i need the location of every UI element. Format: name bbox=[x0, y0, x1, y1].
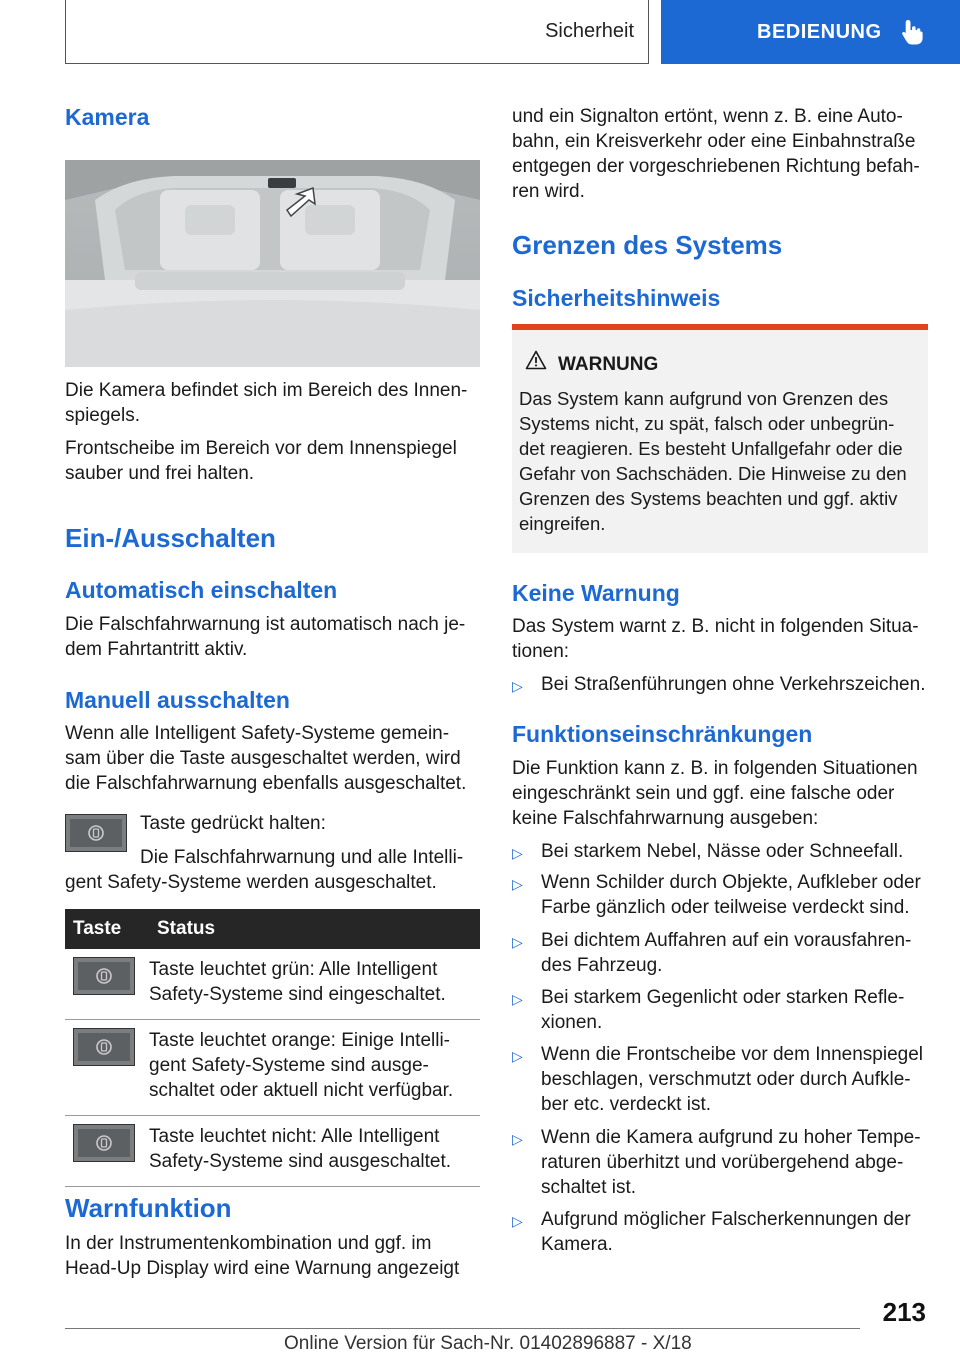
text-line: die Falschfahrwarnung ebenfalls ausgeschaltet. bbox=[65, 773, 467, 794]
warnfunktion-paragraph bbox=[65, 1231, 485, 1281]
list-item bbox=[512, 1207, 932, 1257]
text-line: Wenn die Kamera aufgrund zu hoher Tempe- bbox=[541, 1127, 921, 1148]
list-item bbox=[512, 1125, 932, 1200]
text-line: Wenn alle Intelligent Safety-Systeme gemein- bbox=[65, 723, 450, 744]
taste-text-2: Die Falschfahrwarnung und alle Intelli- bbox=[140, 847, 464, 868]
text-line: det reagieren. Es besteht Unfallgefahr oder die bbox=[519, 438, 903, 459]
text-line: beschlagen, verschmutzt oder durch Aufkle- bbox=[541, 1069, 911, 1090]
bullet-triangle-icon: ▷ bbox=[512, 845, 523, 861]
text-line: gent Safety-Systeme sind ausge- bbox=[149, 1055, 429, 1076]
column-header-status: Status bbox=[149, 909, 480, 949]
kamera-heading: Kamera bbox=[65, 104, 150, 130]
tab-label: BEDIENUNG bbox=[757, 20, 882, 43]
page-number: 213 bbox=[882, 1297, 926, 1327]
text-line: keine Falschfahrwarnung ausgeben: bbox=[512, 808, 819, 829]
taste-text-3: gent Safety-Systeme werden ausgeschaltet. bbox=[65, 872, 437, 893]
text-line: Taste leuchtet grün: Alle Intelligent bbox=[149, 959, 438, 980]
text-line: Bei dichtem Auffahren auf ein vorausfahren- bbox=[541, 930, 912, 951]
footer-text: Online Version für Sach-Nr. 01402896887 - X/18 bbox=[284, 1333, 692, 1354]
list-item-text bbox=[541, 870, 932, 920]
text-line: Frontscheibe im Bereich vor dem Innenspiegel bbox=[65, 438, 457, 459]
hand-pointer-icon bbox=[900, 18, 926, 46]
text-line: dem Fahrtantritt aktiv. bbox=[65, 639, 248, 660]
safety-symbol-icon bbox=[95, 967, 113, 985]
text-line: Farbe gänzlich oder teilweise verdeckt sind. bbox=[541, 897, 910, 918]
automatisch-heading: Automatisch einschalten bbox=[65, 577, 338, 603]
table-cell-icon bbox=[65, 1116, 149, 1187]
text-line: Safety-Systeme sind ausgeschaltet. bbox=[149, 1151, 452, 1172]
warnfunktion-heading: Warnfunktion bbox=[65, 1193, 232, 1223]
list-item-text bbox=[541, 985, 932, 1035]
text-line: Taste leuchtet nicht: Alle Intelligent bbox=[149, 1126, 440, 1147]
text-line: Gefahr von Sachschäden. Die Hinweise zu den bbox=[519, 463, 907, 484]
list-item-text bbox=[541, 839, 932, 864]
safety-symbol-icon bbox=[95, 1038, 113, 1056]
table-row bbox=[65, 949, 480, 1020]
table-cell-icon bbox=[65, 949, 149, 1020]
camera-photo bbox=[65, 160, 480, 367]
list-item bbox=[512, 985, 932, 1035]
text-line: ren wird. bbox=[512, 181, 585, 202]
car-interior-illustration bbox=[65, 160, 480, 367]
continued-paragraph bbox=[512, 104, 942, 204]
warning-box bbox=[512, 324, 928, 553]
list-item-text: Bei Straßenführungen ohne Verkehrszeichen. bbox=[541, 674, 926, 695]
text-line: bahn, ein Kreisverkehr oder eine Einbahnstraße bbox=[512, 131, 916, 152]
list-item-text bbox=[541, 928, 932, 978]
text-line: xionen. bbox=[541, 1012, 603, 1033]
bullet-triangle-icon: ▷ bbox=[512, 1048, 523, 1064]
keine-warnung-heading: Keine Warnung bbox=[512, 580, 680, 606]
automatisch-paragraph bbox=[65, 612, 485, 662]
text-line: Bei starkem Gegenlicht oder starken Refle- bbox=[541, 987, 905, 1008]
manuell-heading: Manuell ausschalten bbox=[65, 687, 290, 713]
text-line: Die Kamera befindet sich im Bereich des Innen- bbox=[65, 380, 468, 401]
bullet-triangle-icon: ▷ bbox=[512, 1131, 523, 1147]
table-row bbox=[65, 1116, 480, 1187]
text-line: ber etc. verdeckt ist. bbox=[541, 1094, 712, 1115]
text-line: schaltet ist. bbox=[541, 1177, 637, 1198]
text-line: Kamera. bbox=[541, 1234, 613, 1255]
header-tab[interactable] bbox=[661, 0, 960, 64]
safety-button-off-icon bbox=[73, 1124, 135, 1162]
text-line: Die Funktion kann z. B. in folgenden Situationen bbox=[512, 758, 918, 779]
taste-text-1: Taste gedrückt halten: bbox=[140, 813, 326, 834]
bullet-triangle-icon: ▷ bbox=[512, 934, 523, 950]
ein-ausschalten-heading: Ein-/Ausschalten bbox=[65, 523, 276, 553]
status-table bbox=[65, 909, 480, 1187]
warning-label: WARNUNG bbox=[558, 354, 659, 375]
text-line: sauber und frei halten. bbox=[65, 463, 255, 484]
footer-divider bbox=[65, 1328, 860, 1329]
text-line: und ein Signalton ertönt, wenn z. B. eine Auto- bbox=[512, 106, 903, 127]
table-row bbox=[65, 1020, 480, 1116]
text-line: In der Instrumentenkombination und ggf. im bbox=[65, 1233, 432, 1254]
safety-button-orange-icon bbox=[73, 1028, 135, 1066]
text-line: Grenzen des Systems beachten und ggf. aktiv bbox=[519, 488, 898, 509]
text-line: Die Falschfahrwarnung ist automatisch nach je- bbox=[65, 614, 466, 635]
text-line: Das System kann aufgrund von Grenzen des bbox=[519, 388, 889, 409]
bullet-triangle-icon: ▷ bbox=[512, 991, 523, 1007]
text-line: Wenn Schilder durch Objekte, Aufkleber oder bbox=[541, 872, 921, 893]
text-line: schaltet oder aktuell nicht verfügbar. bbox=[149, 1080, 454, 1101]
bullet-triangle-icon: ▷ bbox=[512, 678, 523, 694]
list-item-text bbox=[541, 1042, 932, 1117]
kamera-paragraph-2 bbox=[65, 436, 485, 486]
table-cell-status bbox=[149, 949, 480, 1020]
text-line: entgegen der vorgeschriebenen Richtung befah- bbox=[512, 156, 920, 177]
table-cell-icon bbox=[65, 1020, 149, 1116]
list-item-text bbox=[541, 1125, 932, 1200]
text-line: Bei starkem Nebel, Nässe oder Schneefall. bbox=[541, 841, 904, 862]
funktion-paragraph bbox=[512, 756, 942, 831]
table-header-row bbox=[65, 909, 480, 949]
list-item bbox=[512, 870, 932, 920]
funktionseinschraenkungen-heading: Funktionseinschränkungen bbox=[512, 721, 813, 747]
text-line: Safety-Systeme sind eingeschaltet. bbox=[149, 984, 446, 1005]
text-line: sam über die Taste ausgeschaltet werden, wird bbox=[65, 748, 461, 769]
bullet-triangle-icon: ▷ bbox=[512, 876, 523, 892]
text-line: eingeschränkt sein und ggf. eine falsche oder bbox=[512, 783, 895, 804]
table-cell-status bbox=[149, 1020, 480, 1116]
kamera-paragraph-1 bbox=[65, 378, 485, 428]
column-header-taste: Taste bbox=[65, 909, 149, 949]
list-item bbox=[512, 928, 932, 978]
list-item-text bbox=[541, 1207, 932, 1257]
grenzen-heading: Grenzen des Systems bbox=[512, 230, 783, 260]
list-item bbox=[512, 839, 932, 864]
warning-triangle-icon bbox=[525, 350, 547, 370]
text-line: eingreifen. bbox=[519, 513, 606, 534]
section-label: Sicherheit bbox=[545, 20, 634, 42]
safety-button-icon bbox=[65, 814, 127, 852]
bullet-triangle-icon: ▷ bbox=[512, 1213, 523, 1229]
warning-text bbox=[519, 386, 924, 536]
table-cell-status bbox=[149, 1116, 480, 1187]
safety-symbol-icon bbox=[95, 1134, 113, 1152]
list-item bbox=[512, 1042, 932, 1117]
text-line: Systems nicht, zu spät, falsch oder unbegrün- bbox=[519, 413, 895, 434]
text-line: raturen überhitzt und vorübergehend abge- bbox=[541, 1152, 904, 1173]
text-line: des Fahrzeug. bbox=[541, 955, 663, 976]
text-line: Taste leuchtet orange: Einige Intelli- bbox=[149, 1030, 451, 1051]
manuell-paragraph bbox=[65, 721, 485, 796]
text-line: Das System warnt z. B. nicht in folgenden Situa- bbox=[512, 616, 919, 637]
keine-warnung-paragraph bbox=[512, 614, 942, 664]
sicherheitshinweis-heading: Sicherheitshinweis bbox=[512, 285, 721, 311]
text-line: Wenn die Frontscheibe vor dem Innenspiegel bbox=[541, 1044, 923, 1065]
safety-button-green-icon bbox=[73, 957, 135, 995]
list-item bbox=[512, 672, 932, 697]
text-line: tionen: bbox=[512, 641, 570, 662]
text-line: Head-Up Display wird eine Warnung angezeigt bbox=[65, 1258, 460, 1279]
header-section bbox=[65, 0, 649, 64]
text-line: spiegels. bbox=[65, 405, 140, 426]
text-line: Aufgrund möglicher Falscherkennungen der bbox=[541, 1209, 911, 1230]
safety-symbol-icon bbox=[87, 824, 105, 842]
